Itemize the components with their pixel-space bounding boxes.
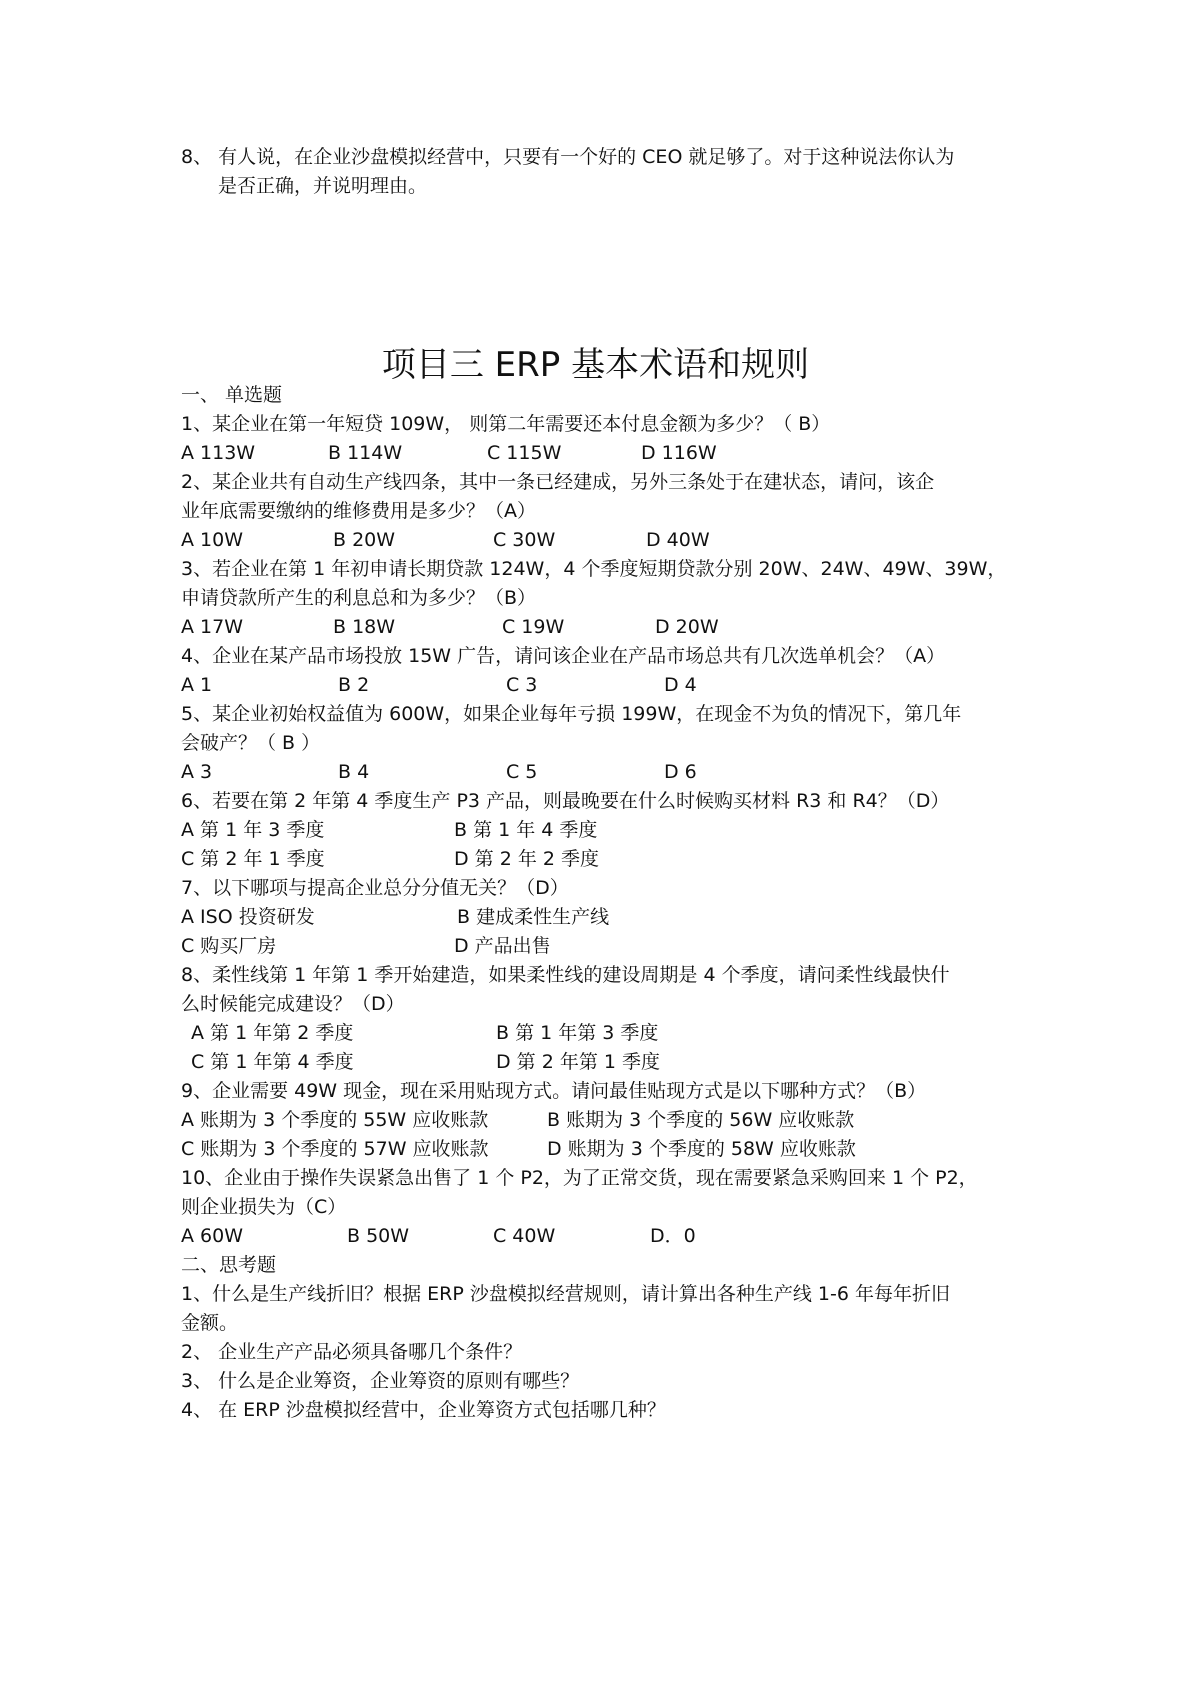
option-d: D 账期为 3 个季度的 58W 应收账款 bbox=[547, 1138, 856, 1160]
option-d: D 6 bbox=[664, 761, 697, 783]
question-6-options-row-2 bbox=[0, 847, 1191, 871]
option-a: A 17W bbox=[181, 616, 244, 638]
option-a: A 60W bbox=[181, 1225, 244, 1247]
question-2-text-line-1: 2、某企业共有自动生产线四条，其中一条已经建成，另外三条处于在建状态，请问，该企 bbox=[181, 471, 935, 493]
option-d: D 第 2 年第 1 季度 bbox=[496, 1051, 661, 1073]
question-3-text-line-1: 3、若企业在第 1 年初申请长期贷款 124W，4 个季度短期贷款分别 20W、24W、49W、39W， bbox=[181, 558, 1007, 580]
option-d: D 4 bbox=[664, 674, 697, 696]
question-7-options-row-1 bbox=[0, 905, 1191, 929]
question-2-options bbox=[0, 528, 1191, 552]
option-a: A 1 bbox=[181, 674, 213, 696]
option-d: D 第 2 年 2 季度 bbox=[454, 848, 600, 870]
question-4-options bbox=[0, 673, 1191, 697]
question-8-options-row-1 bbox=[0, 1021, 1191, 1045]
question-5-text-line-2: 会破产？（ B ） bbox=[181, 732, 321, 754]
option-c: C 购买厂房 bbox=[181, 935, 277, 957]
option-c: C 115W bbox=[487, 442, 562, 464]
thinking-question-3: 3、 什么是企业筹资，企业筹资的原则有哪些？ bbox=[181, 1370, 580, 1392]
option-b: B 建成柔性生产线 bbox=[457, 906, 610, 928]
intro-question-8-line-2: 是否正确，并说明理由。 bbox=[218, 175, 428, 197]
option-d: D．0 bbox=[650, 1225, 696, 1247]
option-b: B 20W bbox=[333, 529, 396, 551]
question-2-text-line-2: 业年底需要缴纳的维修费用是多少？（A） bbox=[181, 500, 536, 522]
question-10-text-line-2: 则企业损失为（C） bbox=[181, 1196, 347, 1218]
option-d: D 40W bbox=[646, 529, 710, 551]
option-a: A 账期为 3 个季度的 55W 应收账款 bbox=[181, 1109, 489, 1131]
option-b: B 账期为 3 个季度的 56W 应收账款 bbox=[547, 1109, 855, 1131]
option-c: C 3 bbox=[506, 674, 538, 696]
thinking-question-2: 2、 企业生产产品必须具备哪几个条件？ bbox=[181, 1341, 523, 1363]
thinking-question-1-line-2: 金额。 bbox=[181, 1312, 239, 1334]
question-8-text-line-2: 么时候能完成建设？（D） bbox=[181, 993, 405, 1015]
option-b: B 114W bbox=[328, 442, 403, 464]
option-b: B 第 1 年第 3 季度 bbox=[496, 1022, 659, 1044]
question-9-options-row-1 bbox=[0, 1108, 1191, 1132]
question-5-text-line-1: 5、某企业初始权益值为 600W，如果企业每年亏损 199W，在现金不为负的情况下，第几年 bbox=[181, 703, 962, 725]
thinking-question-4: 4、 在 ERP 沙盘模拟经营中，企业筹资方式包括哪几种？ bbox=[181, 1399, 666, 1421]
question-9-text: 9、企业需要 49W 现金，现在采用贴现方式。请问最佳贴现方式是以下哪种方式？（B） bbox=[181, 1080, 927, 1102]
option-a: A 10W bbox=[181, 529, 244, 551]
question-7-text: 7、以下哪项与提高企业总分分值无关？（D） bbox=[181, 877, 569, 899]
section-2-heading: 二、思考题 bbox=[181, 1254, 277, 1276]
thinking-question-1-line-1: 1、什么是生产线折旧？根据 ERP 沙盘模拟经营规则，请计算出各种生产线 1-6 年每年折旧 bbox=[181, 1283, 950, 1305]
question-10-options bbox=[0, 1224, 1191, 1248]
option-a: A 第 1 年第 2 季度 bbox=[191, 1022, 354, 1044]
question-4-text: 4、企业在某产品市场投放 15W 广告，请问该企业在产品市场总共有几次选单机会？（A） bbox=[181, 645, 946, 667]
option-b: B 2 bbox=[338, 674, 370, 696]
question-1-text: 1、某企业在第一年短贷 109W， 则第二年需要还本付息金额为多少？（ B） bbox=[181, 413, 831, 435]
option-b: B 第 1 年 4 季度 bbox=[454, 819, 598, 841]
option-d: D 20W bbox=[655, 616, 719, 638]
option-a: A ISO 投资研发 bbox=[181, 906, 315, 928]
option-c: C 账期为 3 个季度的 57W 应收账款 bbox=[181, 1138, 489, 1160]
question-6-options-row-1 bbox=[0, 818, 1191, 842]
question-1-options bbox=[0, 441, 1191, 465]
section-1-heading: 一、 单选题 bbox=[181, 384, 283, 406]
question-7-options-row-2 bbox=[0, 934, 1191, 958]
option-c: C 第 2 年 1 季度 bbox=[181, 848, 325, 870]
option-d: D 116W bbox=[641, 442, 717, 464]
option-c: C 40W bbox=[493, 1225, 556, 1247]
question-8-text-line-1: 8、柔性线第 1 年第 1 季开始建造，如果柔性线的建设周期是 4 个季度，请问柔性线最快什 bbox=[181, 964, 950, 986]
question-8-options-row-2 bbox=[0, 1050, 1191, 1074]
intro-question-8-line-1: 8、 有人说，在企业沙盘模拟经营中，只要有一个好的 CEO 就足够了。对于这种说法你认为 bbox=[181, 146, 955, 168]
question-10-text-line-1: 10、企业由于操作失误紧急出售了 1 个 P2，为了正常交货，现在需要紧急采购回来 1 个 P2， bbox=[181, 1167, 978, 1189]
option-a: A 113W bbox=[181, 442, 256, 464]
question-9-options-row-2 bbox=[0, 1137, 1191, 1161]
option-b: B 18W bbox=[333, 616, 396, 638]
question-3-text-line-2: 申请贷款所产生的利息总和为多少？（B） bbox=[181, 587, 537, 609]
page-title: 项目三 ERP 基本术语和规则 bbox=[381, 345, 810, 385]
question-5-options bbox=[0, 760, 1191, 784]
option-a: A 3 bbox=[181, 761, 213, 783]
option-c: C 19W bbox=[502, 616, 565, 638]
question-3-options bbox=[0, 615, 1191, 639]
option-b: B 4 bbox=[338, 761, 370, 783]
option-c: C 30W bbox=[493, 529, 556, 551]
question-6-text: 6、若要在第 2 年第 4 季度生产 P3 产品，则最晚要在什么时候购买材料 R3 和 R4？（D） bbox=[181, 790, 950, 812]
option-b: B 50W bbox=[347, 1225, 410, 1247]
option-c: C 第 1 年第 4 季度 bbox=[191, 1051, 354, 1073]
option-c: C 5 bbox=[506, 761, 538, 783]
option-d: D 产品出售 bbox=[454, 935, 551, 957]
option-a: A 第 1 年 3 季度 bbox=[181, 819, 325, 841]
